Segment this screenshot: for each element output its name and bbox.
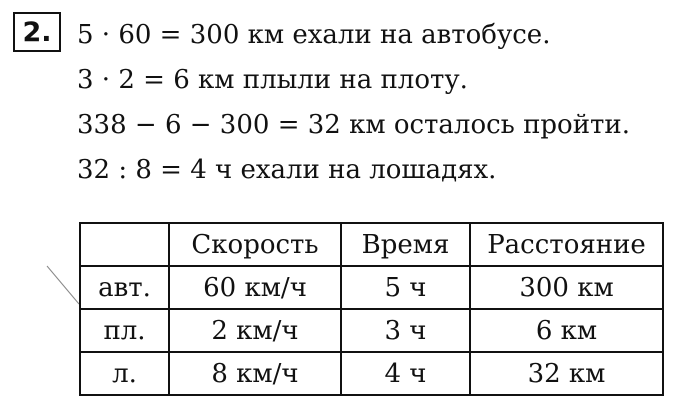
table-cell: 8 км/ч [169,352,341,395]
table-cell: 300 км [470,266,663,309]
table-cell: 3 ч [341,309,470,352]
table-cell: 4 ч [341,352,470,395]
solution-line-horses: 32 : 8 = 4 ч ехали на лошадях. [77,155,497,185]
data-table [79,222,664,396]
table-cell: 6 км [470,309,663,352]
table-row-label: пл. [80,309,169,352]
table-cell: 2 км/ч [169,309,341,352]
table-row [80,266,663,309]
table-row [80,309,663,352]
table-row-label: авт. [80,266,169,309]
solution-line-remaining: 338 − 6 − 300 = 32 км осталось пройти. [77,110,631,140]
table-header-cell [80,223,169,266]
table-cell: 60 км/ч [169,266,341,309]
table-row-label: л. [80,352,169,395]
table-row [80,352,663,395]
solution-text [77,13,687,193]
table-cell: 5 ч [341,266,470,309]
table-header-cell: Расстояние [470,223,663,266]
table-header-row [80,223,663,266]
table-header-cell: Скорость [169,223,341,266]
solution-line-raft: 3 · 2 = 6 км плыли на плоту. [77,65,468,95]
problem-number: 2. [13,12,61,52]
solution-line-bus: 5 · 60 = 300 км ехали на автобусе. [77,20,551,50]
table-header-cell: Время [341,223,470,266]
table-cell: 32 км [470,352,663,395]
